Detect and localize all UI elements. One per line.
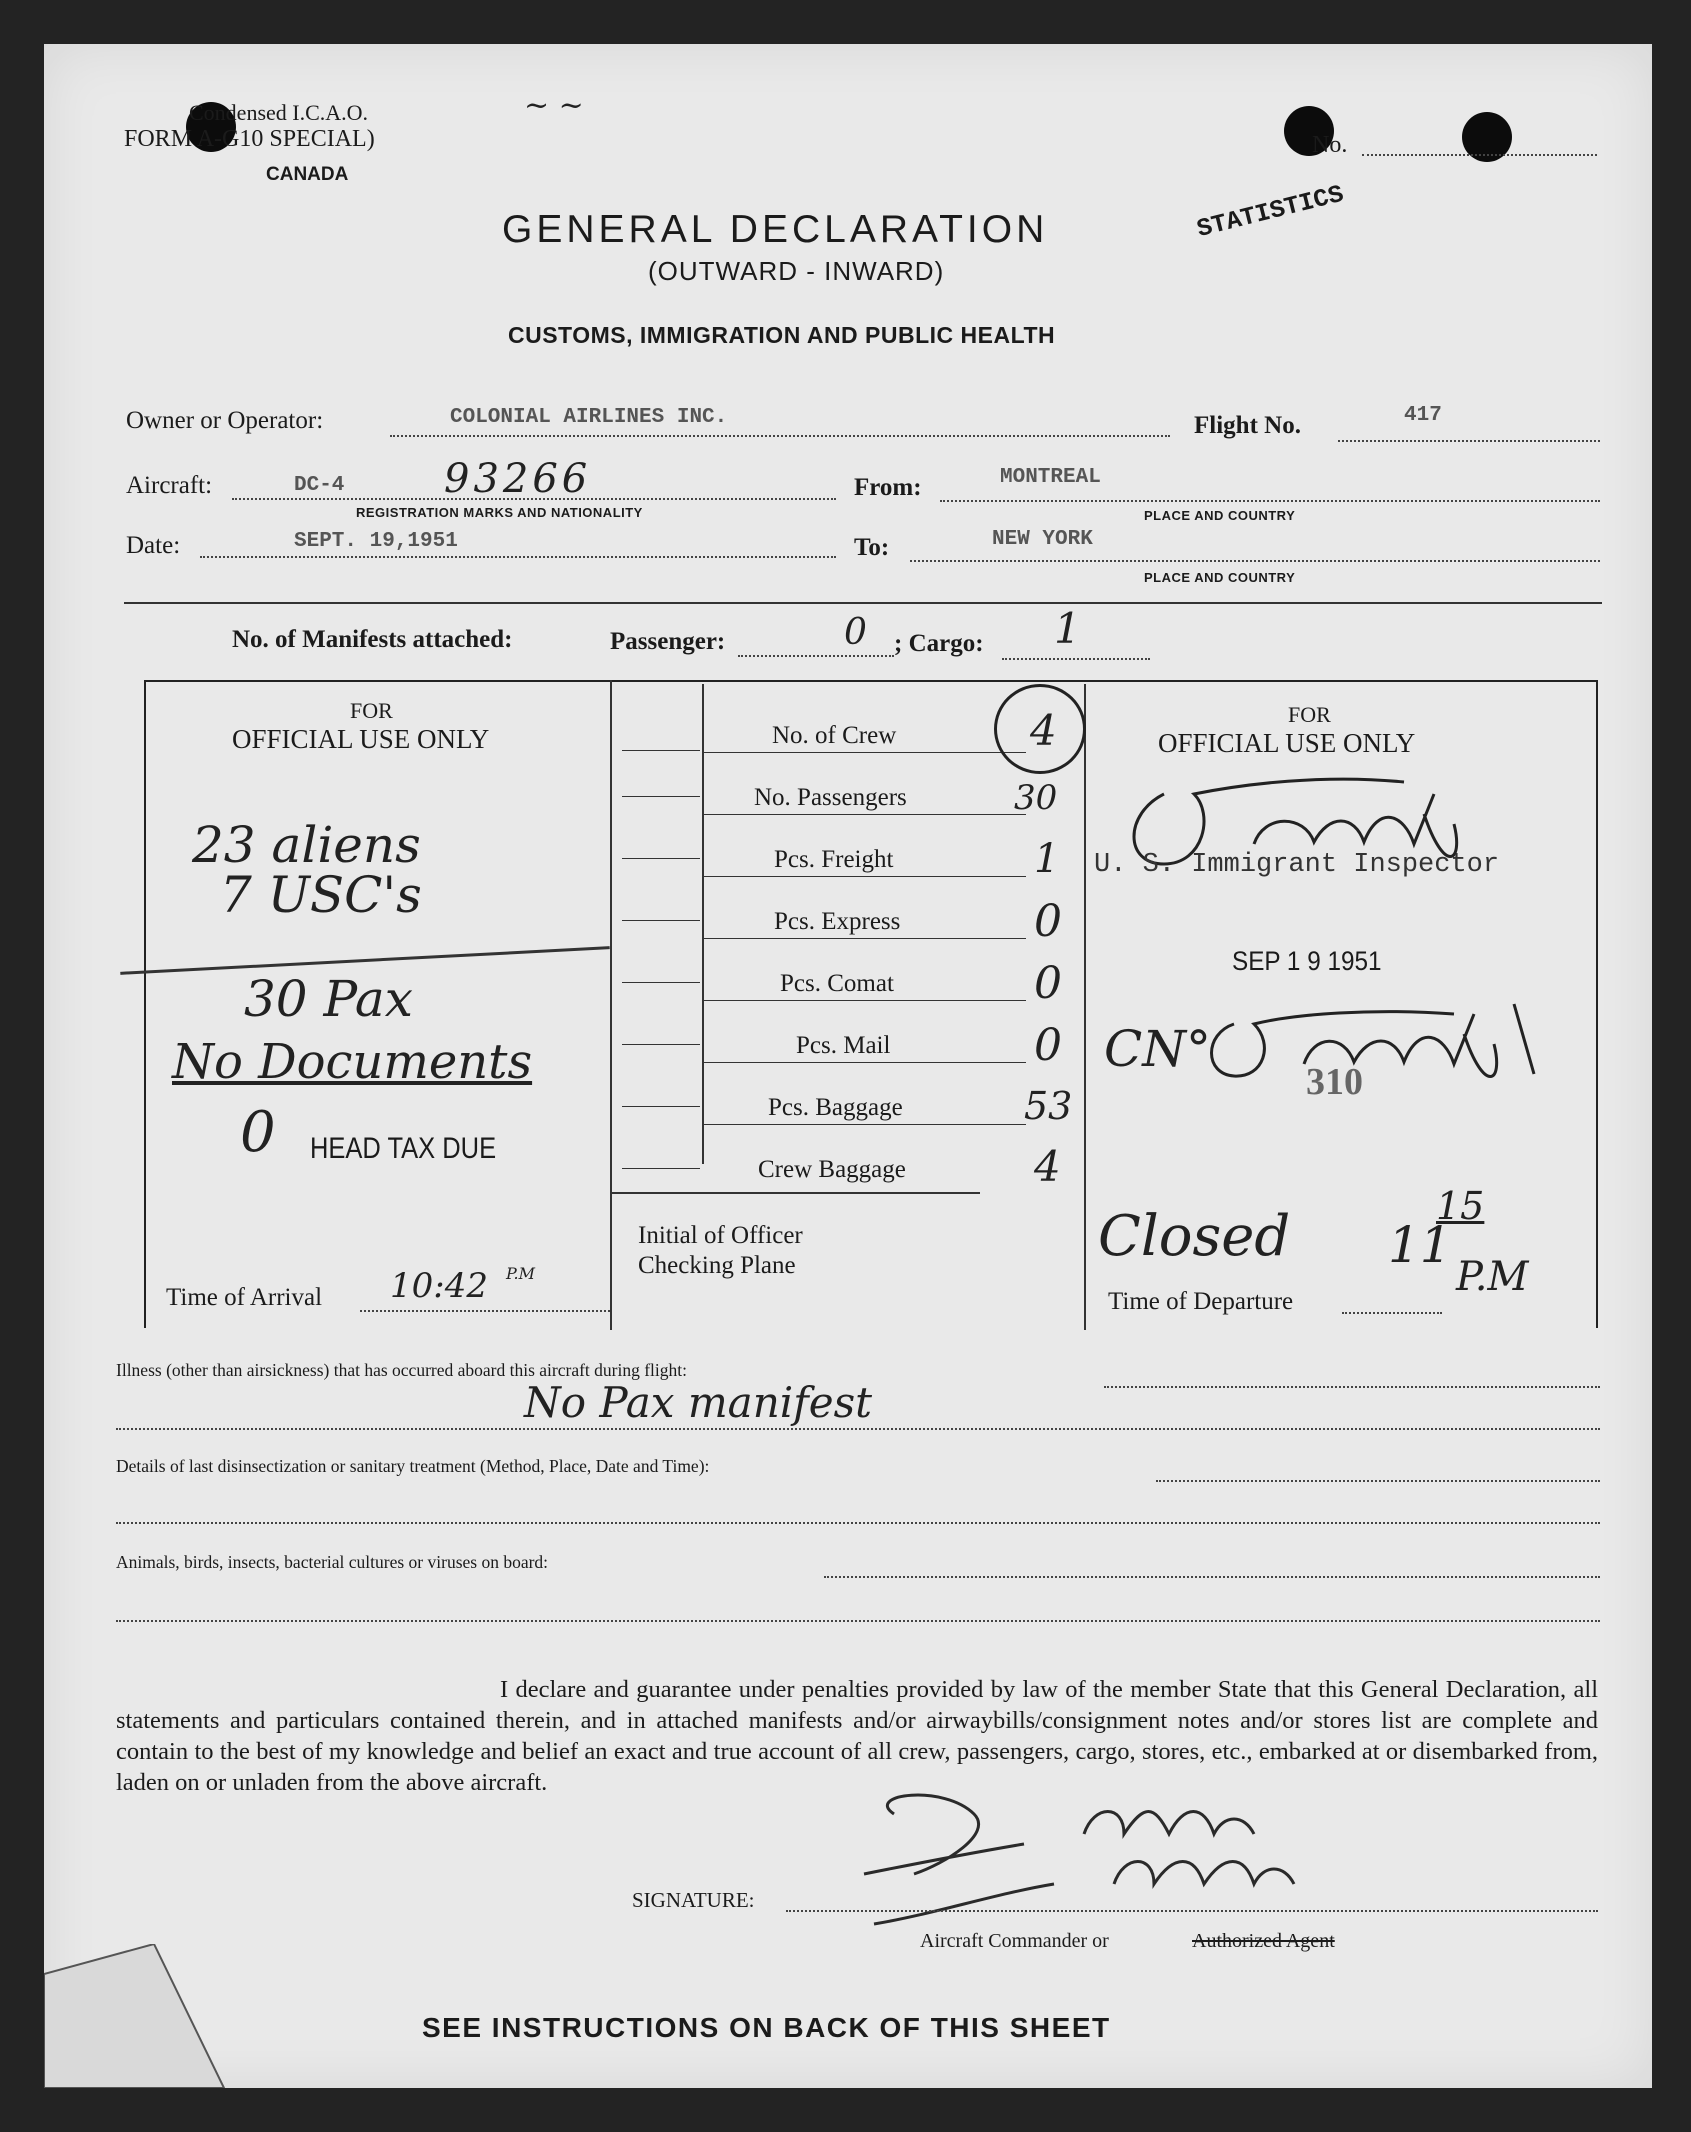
counts-inner-divider (702, 684, 704, 1164)
date-value: SEPT. 19,1951 (294, 530, 458, 553)
inspector-title: U. S. Immigrant Inspector (1094, 850, 1500, 880)
closed-time-hour: 11 (1388, 1216, 1452, 1274)
closed-ampm: P.M (1456, 1254, 1529, 1300)
initial-officer-label: Initial of Officer (638, 1222, 803, 1249)
from-value: MONTREAL (1000, 466, 1101, 489)
flight-value: 417 (1404, 404, 1442, 427)
animals-line-1 (824, 1576, 1600, 1578)
blank-7 (622, 1106, 700, 1107)
left-for-label: FOR (350, 698, 393, 723)
note-pax: 30 Pax (244, 970, 413, 1028)
mail-row-line (704, 1062, 1026, 1063)
from-label: From: (854, 474, 922, 501)
signer-caption: Aircraft Commander or (920, 1930, 1109, 1952)
to-line (910, 560, 1600, 562)
head-tax-value: 0 (240, 1100, 276, 1165)
arrival-value: 10:42 (390, 1266, 488, 1306)
form-sheet (44, 44, 1652, 2088)
mail-value: 0 (1034, 1020, 1062, 1071)
left-official-label: OFFICIAL USE ONLY (232, 724, 490, 754)
express-row-line (704, 938, 1026, 939)
animals-question: Animals, birds, insects, bacterial cultures or viruses on board: (116, 1552, 549, 1572)
freight-row-line (704, 876, 1026, 877)
disinsection-line-1 (1156, 1480, 1600, 1482)
illness-question: Illness (other than airsickness) that has occurred aboard this aircraft during flight: (116, 1360, 687, 1380)
form-country: CANADA (266, 164, 349, 185)
signature-line (786, 1910, 1598, 1912)
cargo-manifest-value: 1 (1054, 604, 1081, 653)
form-subtitle: (OUTWARD - INWARD) (648, 256, 945, 286)
owner-label: Owner or Operator: (126, 407, 324, 434)
illness-line-2 (116, 1428, 1600, 1430)
passenger-manifest-line (738, 655, 894, 657)
second-signature (1194, 994, 1554, 1094)
inspection-date-stamp: SEP 1 9 1951 (1232, 946, 1382, 976)
illness-line-1 (1104, 1386, 1600, 1388)
box-divider-right (1084, 684, 1086, 1330)
registration-caption: REGISTRATION MARKS AND NATIONALITY (356, 505, 643, 520)
passengers-value: 30 (1014, 778, 1058, 818)
to-place-caption: PLACE AND COUNTRY (1144, 570, 1296, 585)
header-scribble: ~ ~ (524, 88, 584, 123)
express-value: 0 (1034, 896, 1062, 947)
disinsection-question: Details of last disinsectization or sanitary treatment (Method, Place, Date and Time): (116, 1456, 710, 1476)
cargo-manifest-label: ; Cargo: (894, 630, 984, 657)
commander-signature (824, 1774, 1384, 1944)
animals-line-2 (116, 1620, 1600, 1622)
from-place-caption: PLACE AND COUNTRY (1144, 508, 1296, 523)
comat-row-line (704, 1000, 1026, 1001)
checking-plane-label: Checking Plane (638, 1252, 796, 1279)
cn-label: CN° (1104, 1020, 1212, 1078)
form-no-label: No. (1312, 132, 1348, 158)
to-label: To: (854, 534, 890, 561)
blank-5 (622, 982, 700, 983)
signature-label: SIGNATURE: (632, 1888, 755, 1912)
declaration-text: I declare and guarantee under penalties provided by law of the member State that this General Declaration, all statements and particulars contained therein, and in attached manifests and/or airwaybills/consignment notes and/or stores list are complete and contain to the best of my knowledge and belief an exact and true account of all crew, passengers, cargo, stores, etc., embarked at or disembarked from, laden on or unladen from the above aircraft. (116, 1676, 1598, 1796)
box-divider-left (610, 680, 612, 1330)
blank-2 (622, 796, 700, 797)
note-aliens: 23 aliens (192, 816, 421, 874)
departure-label: Time of Departure (1108, 1288, 1294, 1315)
blank-1 (622, 750, 700, 751)
cargo-manifest-line (1002, 658, 1150, 660)
aircraft-registration: 93266 (444, 456, 592, 502)
blank-8 (622, 1168, 700, 1169)
date-label: Date: (126, 532, 181, 559)
head-tax-label: HEAD TAX DUE (310, 1132, 497, 1165)
passengers-label: No. Passengers (754, 784, 907, 811)
passenger-manifest-value: 0 (844, 612, 867, 653)
freight-label: Pcs. Freight (774, 846, 894, 873)
form-no-line (1362, 154, 1597, 156)
mail-label: Pcs. Mail (796, 1032, 891, 1059)
comat-label: Pcs. Comat (780, 970, 894, 997)
aircraft-label: Aircraft: (126, 472, 213, 499)
manifests-label: No. of Manifests attached: (232, 626, 513, 653)
folded-corner (44, 1944, 244, 2088)
right-official-label: OFFICIAL USE ONLY (1158, 728, 1416, 758)
crew-value-circle (994, 684, 1086, 774)
from-line (940, 500, 1600, 502)
disinsection-line-2 (116, 1522, 1600, 1524)
baggage-value: 53 (1024, 1084, 1073, 1128)
note-documents: No Documents (172, 1034, 533, 1090)
express-label: Pcs. Express (774, 908, 901, 935)
crew-baggage-value: 4 (1034, 1142, 1061, 1191)
form-number: FORM A-G10 SPECIAL) (124, 126, 375, 152)
closed-time-minutes: 15 (1436, 1184, 1485, 1228)
stamp-number: 310 (1306, 1061, 1363, 1103)
to-value: NEW YORK (992, 528, 1093, 551)
passengers-row-line (704, 814, 1026, 815)
owner-line (390, 435, 1170, 437)
signer-struck-text: Authorized Agent (1192, 1930, 1335, 1952)
aircraft-type: DC-4 (294, 474, 345, 497)
crew-baggage-label: Crew Baggage (758, 1156, 906, 1183)
flight-label: Flight No. (1194, 412, 1301, 439)
passenger-manifest-label: Passenger: (610, 628, 726, 655)
blank-6 (622, 1044, 700, 1045)
crew-label: No. of Crew (772, 722, 897, 749)
baggage-row-line (704, 1124, 1026, 1125)
departure-line (1342, 1312, 1442, 1314)
blank-3 (622, 858, 700, 859)
counts-bottom-line (610, 1192, 980, 1194)
form-condensed-label: Condensed I.C.A.O. (189, 100, 369, 125)
header-divider (124, 602, 1602, 604)
closed-note: Closed (1098, 1204, 1291, 1269)
flight-line (1338, 440, 1600, 442)
date-line (200, 556, 836, 558)
crew-value: 4 (1030, 706, 1057, 755)
form-title: GENERAL DECLARATION (502, 208, 1049, 251)
statistics-stamp: STATISTICS (1194, 179, 1347, 245)
owner-value: COLONIAL AIRLINES INC. (450, 406, 728, 429)
arrival-suffix: P.M (506, 1264, 535, 1283)
note-usc: 7 USC's (220, 866, 422, 924)
arrival-line (360, 1310, 610, 1312)
comat-value: 0 (1034, 958, 1062, 1009)
arrival-label: Time of Arrival (166, 1284, 323, 1311)
blank-4 (622, 920, 700, 921)
illness-answer: No Pax manifest (524, 1378, 873, 1427)
form-department: CUSTOMS, IMMIGRATION AND PUBLIC HEALTH (508, 322, 1056, 348)
freight-value: 1 (1034, 836, 1060, 882)
footer-instructions: SEE INSTRUCTIONS ON BACK OF THIS SHEET (422, 2012, 1111, 2043)
baggage-label: Pcs. Baggage (768, 1094, 903, 1121)
crew-row-line (704, 752, 1026, 753)
right-for-label: FOR (1288, 702, 1331, 727)
